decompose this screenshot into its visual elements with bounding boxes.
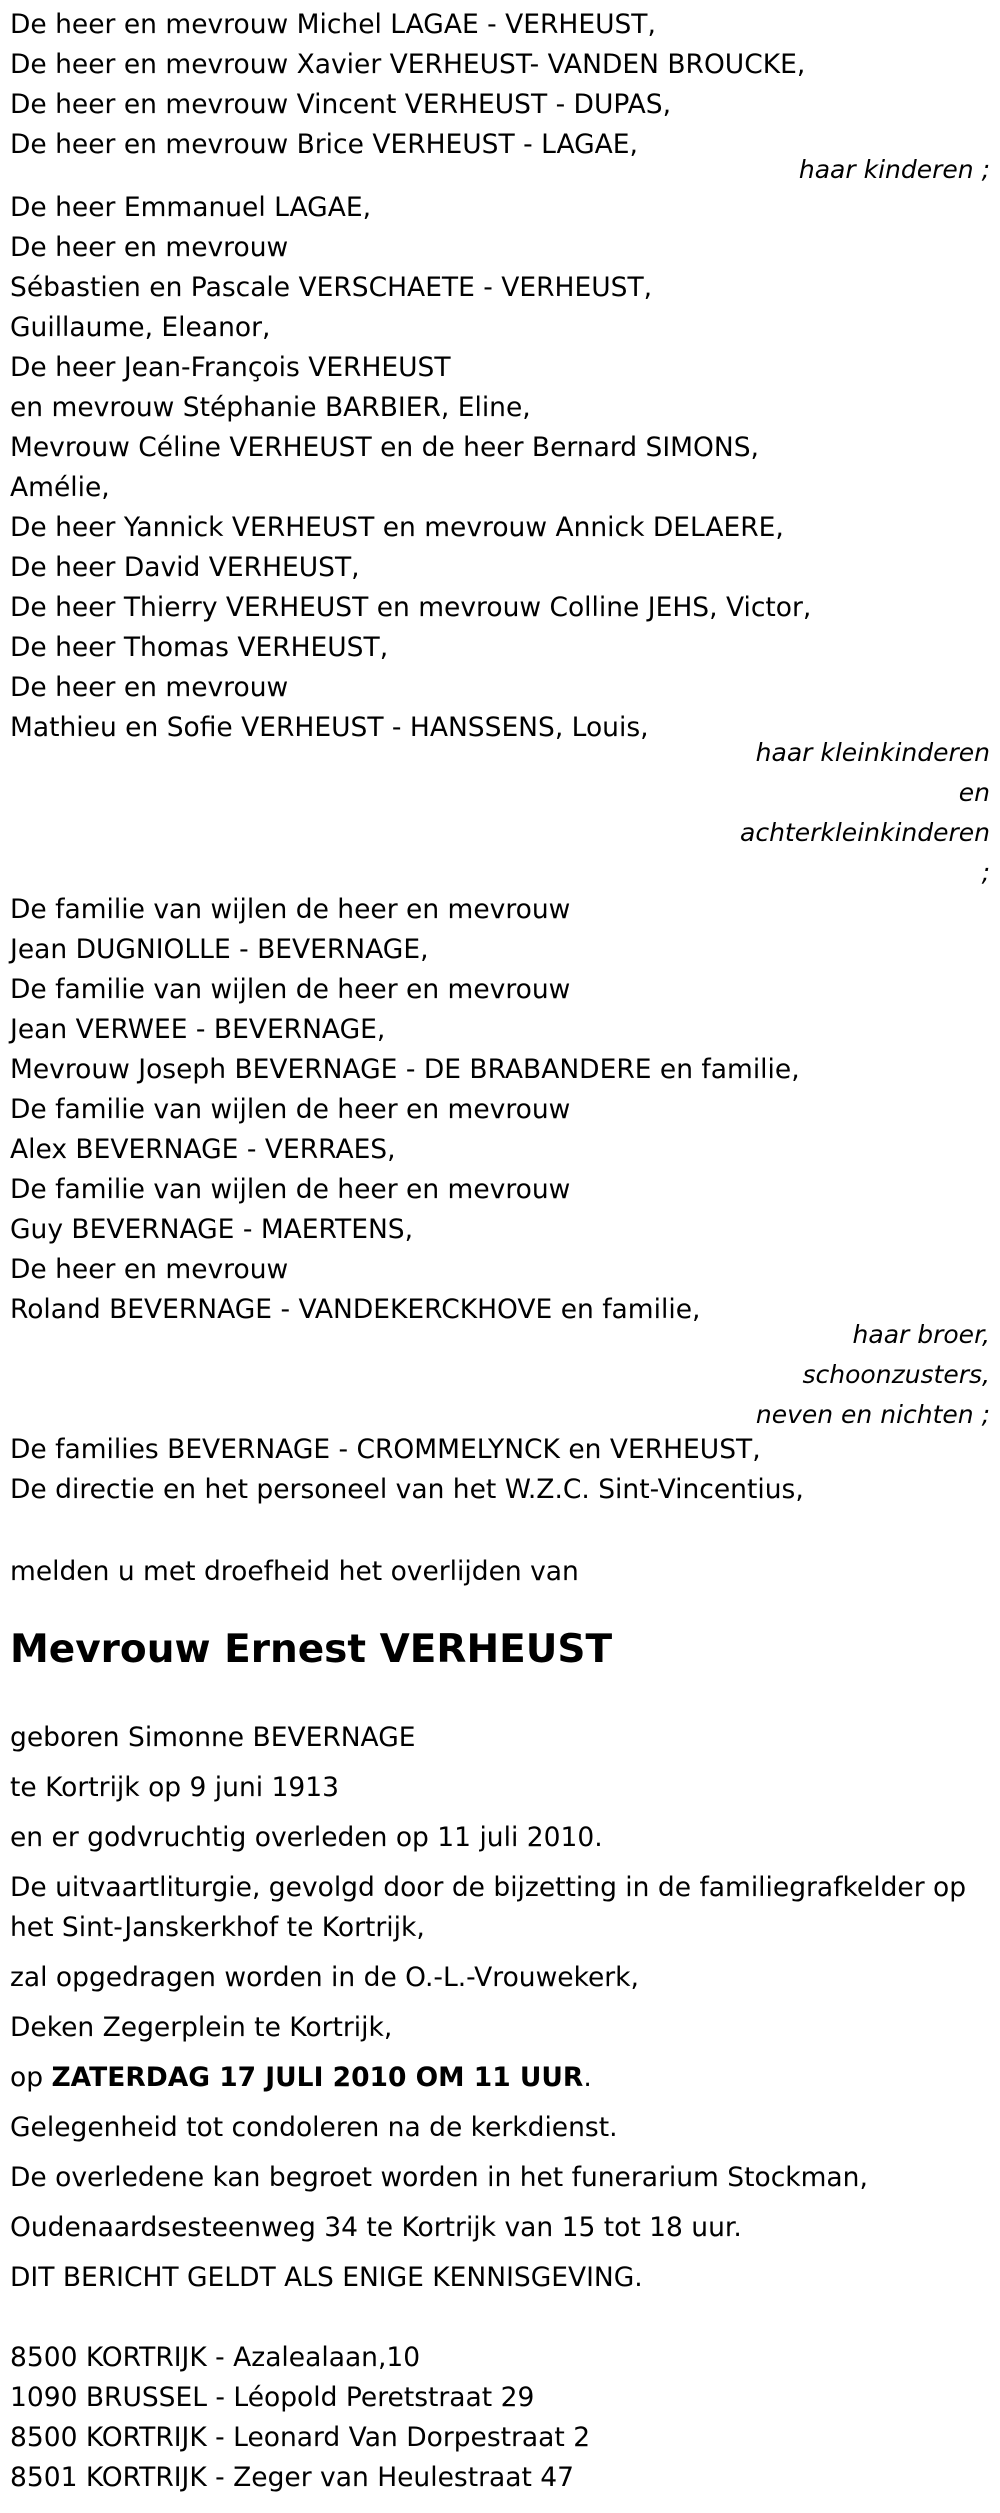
detail-line: De overledene kan begroet worden in het funerarium Stockman, [10, 2162, 868, 2193]
address-line: 1090 BRUSSEL - Léopold Peretstraat 29 [10, 2382, 535, 2413]
grandchildren-line: Mathieu en Sofie VERHEUST - HANSSENS, Louis, [10, 712, 649, 743]
others-line: De directie en het personeel van het W.Z.C. Sint-Vincentius, [10, 1474, 804, 1505]
siblings-line: De heer en mevrouw [10, 1254, 289, 1285]
address-line: 8500 KORTRIJK - Leonard Van Dorpestraat 2 [10, 2422, 591, 2453]
grandchildren-line: Mevrouw Céline VERHEUST en de heer Bernard SIMONS, [10, 432, 759, 463]
grandchildren-line: De heer Thomas VERHEUST, [10, 632, 389, 663]
children-line: De heer en mevrouw Michel LAGAE - VERHEUST, [10, 9, 656, 40]
siblings-line: Jean VERWEE - BEVERNAGE, [10, 1014, 386, 1045]
siblings-line: De familie van wijlen de heer en mevrouw [10, 1094, 571, 1125]
grandchildren-line: Guillaume, Eleanor, [10, 312, 271, 343]
grandchildren-line: De heer David VERHEUST, [10, 552, 360, 583]
funeral-date: ZATERDAG 17 JULI 2010 OM 11 UUR [51, 2062, 584, 2093]
siblings-line: Alex BEVERNAGE - VERRAES, [10, 1134, 396, 1165]
detail-line: DIT BERICHT GELDT ALS ENIGE KENNISGEVING. [10, 2262, 643, 2293]
detail-line: Deken Zegerplein te Kortrijk, [10, 2012, 393, 2043]
detail-line: zal opgedragen worden in de O.-L.-Vrouwekerk, [10, 1962, 639, 1993]
funeral-date-line [10, 2058, 592, 2098]
siblings-line: Roland BEVERNAGE - VANDEKERCKHOVE en familie, [10, 1294, 701, 1325]
grandchildren-line: Sébastien en Pascale VERSCHAETE - VERHEUST, [10, 272, 653, 303]
grandchildren-line: en mevrouw Stéphanie BARBIER, Eline, [10, 392, 531, 423]
siblings-relation-label: schoonzusters, [802, 1360, 990, 1389]
siblings-line: De familie van wijlen de heer en mevrouw [10, 894, 571, 925]
grandchildren-relation-label: en [958, 778, 990, 807]
deceased-name: Mevrouw Ernest VERHEUST [10, 1627, 613, 1672]
grandchildren-line: De heer Jean-François VERHEUST [10, 352, 451, 383]
siblings-line: De familie van wijlen de heer en mevrouw [10, 974, 571, 1005]
detail-line: te Kortrijk op 9 juni 1913 [10, 1772, 339, 1803]
grandchildren-relation-label: achterkleinkinderen [740, 818, 990, 847]
siblings-relation-label: neven en nichten ; [755, 1400, 990, 1429]
siblings-relation-label: haar broer, [852, 1320, 990, 1349]
children-line: De heer en mevrouw Xavier VERHEUST- VANDEN BROUCKE, [10, 49, 806, 80]
date-suffix: . [583, 2062, 592, 2093]
detail-line: het Sint-Janskerkhof te Kortrijk, [10, 1912, 425, 1943]
grandchildren-line: De heer Emmanuel LAGAE, [10, 192, 372, 223]
children-line: De heer en mevrouw Vincent VERHEUST - DUPAS, [10, 89, 672, 120]
siblings-line: Mevrouw Joseph BEVERNAGE - DE BRABANDERE en familie, [10, 1054, 800, 1085]
grandchildren-line: Amélie, [10, 472, 110, 503]
detail-line: Gelegenheid tot condoleren na de kerkdienst. [10, 2112, 618, 2143]
address-line: 8501 KORTRIJK - Zeger van Heulestraat 47 [10, 2462, 574, 2493]
detail-line: De uitvaartliturgie, gevolgd door de bijzetting in de familiegrafkelder op [10, 1872, 967, 1903]
grandchildren-line: De heer Thierry VERHEUST en mevrouw Colline JEHS, Victor, [10, 592, 812, 623]
others-line: De families BEVERNAGE - CROMMELYNCK en VERHEUST, [10, 1434, 761, 1465]
siblings-line: Guy BEVERNAGE - MAERTENS, [10, 1214, 414, 1245]
siblings-line: Jean DUGNIOLLE - BEVERNAGE, [10, 934, 429, 965]
grandchildren-relation-label: ; [981, 858, 990, 887]
children-line: De heer en mevrouw Brice VERHEUST - LAGAE, [10, 129, 638, 160]
grandchildren-line: De heer en mevrouw [10, 672, 289, 703]
detail-line: Oudenaardsesteenweg 34 te Kortrijk van 15 tot 18 uur. [10, 2212, 742, 2243]
siblings-line: De familie van wijlen de heer en mevrouw [10, 1174, 571, 1205]
announcement-text: melden u met droefheid het overlijden van [10, 1556, 579, 1587]
children-relation-label: haar kinderen ; [798, 155, 990, 184]
address-line: 8500 KORTRIJK - Azalealaan,10 [10, 2342, 421, 2373]
grandchildren-line: De heer Yannick VERHEUST en mevrouw Annick DELAERE, [10, 512, 784, 543]
detail-line: en er godvruchtig overleden op 11 juli 2010. [10, 1822, 603, 1853]
grandchildren-relation-label: haar kleinkinderen [755, 738, 990, 767]
detail-line: geboren Simonne BEVERNAGE [10, 1722, 416, 1753]
date-prefix: op [10, 2062, 52, 2093]
grandchildren-line: De heer en mevrouw [10, 232, 289, 263]
